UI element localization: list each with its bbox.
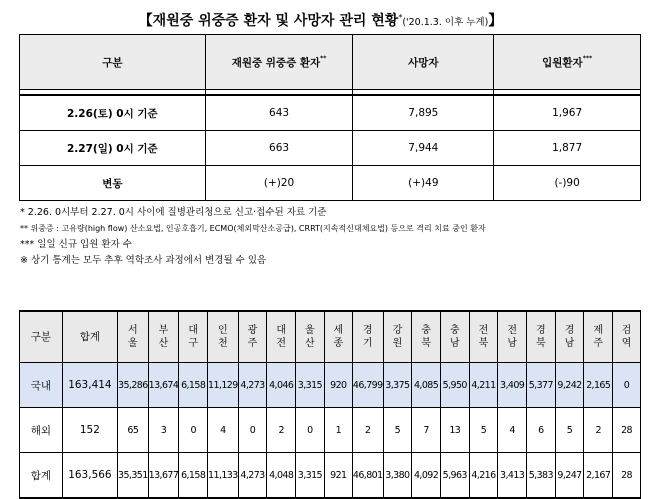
region-header-cell [179,311,208,363]
region-header-cell [238,311,267,363]
region-value-cell: 28 [613,453,641,499]
region-header-label: 구분 [20,311,63,363]
title-main: 【재원중 위중증 환자 및 사망자 관리 현황 [138,13,399,29]
region-value-cell: 35,286 [118,363,149,408]
region-value-cell: 9,242 [555,363,584,408]
region-name-part: 서 [128,325,138,336]
region-name-part: 원 [392,338,403,349]
region-name-part: 경 [362,325,373,336]
region-header-cell [584,311,613,363]
death-count: (+)49 [353,166,494,201]
title-close-bracket: 】 [488,13,503,29]
region-value-cell: 4,085 [412,363,441,408]
summary-table [19,34,641,201]
region-name-part: 전 [276,338,287,349]
death-count: 7,895 [353,95,494,131]
region-name-part: 산 [305,338,315,349]
region-header-cell [412,311,441,363]
region-name-part: 강 [392,325,403,336]
region-value-cell: 4,216 [469,453,498,499]
region-name-part: 남 [564,338,575,349]
region-value-cell: 6 [527,408,556,453]
summary-header-label: 재원중 위중증 환자 [231,56,321,69]
region-value-cell: 5 [383,408,412,453]
page-title [29,6,612,30]
region-value-cell: 28 [613,408,641,453]
region-header-cell [267,311,296,363]
region-name-part: 천 [218,338,228,349]
region-value-cell: 4,092 [412,453,441,499]
region-header-cell [296,311,325,363]
region-name-part: 제 [593,325,604,336]
region-header-cell [613,311,641,363]
region-name-part: 역 [621,338,632,349]
region-value-cell: 35,351 [118,453,149,499]
region-value-cell: 6,158 [179,363,208,408]
region-value-cell: 13,677 [148,453,179,499]
region-value-cell: 4,273 [238,363,267,408]
region-name-part: 대 [188,325,198,336]
region-value-cell: 2 [352,408,383,453]
region-name-part: 전 [478,325,489,336]
region-value-cell: 4,211 [469,363,498,408]
region-name-part: 북 [478,338,489,349]
region-header-cell [440,311,469,363]
region-value-cell: 2,165 [584,363,613,408]
region-row [20,408,641,453]
region-value-cell: 921 [324,453,352,499]
region-value-cell: 2 [584,408,613,453]
region-row-total: 152 [62,408,117,453]
summary-header-cell [205,35,353,90]
region-value-cell: 4,048 [267,453,296,499]
region-value-cell: 46,799 [352,363,383,408]
region-row [20,363,641,408]
region-value-cell: 3,380 [383,453,412,499]
region-value-cell: 4 [208,408,239,453]
region-value-cell: 13,674 [148,363,179,408]
region-value-cell: 5 [555,408,584,453]
title-footnote-mark: * [398,13,403,22]
region-value-cell: 3,375 [383,363,412,408]
region-name-part: 경 [536,325,546,336]
title-subtitle: ('20.1.3. 이후 누계) [402,17,489,28]
region-value-cell: 0 [613,363,641,408]
severe-count: 643 [205,95,353,131]
region-row-total: 163,414 [62,363,117,408]
region-value-cell: 6,158 [179,453,208,499]
region-name-part: 북 [536,338,546,349]
region-row-label: 국내 [20,363,63,408]
region-header-cell [555,311,584,363]
footnote-1: * 2.26. 0시부터 2.27. 0시 사이에 질병관리청으로 신고·접수된 자료 기준 [20,207,327,218]
region-value-cell: 2 [267,408,296,453]
region-name-part: 대 [276,325,287,336]
admitted-count: (-)90 [494,166,641,201]
admitted-count: 1,877 [494,131,641,166]
admitted-count: 1,967 [494,95,641,131]
region-name-part: 북 [421,338,431,349]
summary-row [20,166,641,201]
region-value-cell: 9,247 [555,453,584,499]
region-value-cell: 11,133 [208,453,239,499]
summary-header-label: 사망자 [408,56,439,69]
summary-header-label: 입원환자 [542,56,583,69]
region-name-part: 충 [449,325,460,336]
region-row-total: 163,566 [62,453,117,499]
region-value-cell: 13 [440,408,469,453]
summary-header-footnote-mark: *** [582,54,593,62]
region-header-cell [352,311,383,363]
region-value-cell: 7 [412,408,441,453]
footnotes [20,205,486,269]
region-name-part: 경 [564,325,575,336]
region-value-cell: 11,129 [208,363,239,408]
region-row-label: 해외 [20,408,63,453]
region-header-cell [498,311,527,363]
region-value-cell: 5,383 [527,453,556,499]
region-name-part: 울 [128,338,138,349]
summary-header-label: 구분 [102,56,123,69]
region-value-cell: 2,167 [584,453,613,499]
region-header-cell [324,311,352,363]
region-name-part: 광 [247,325,258,336]
region-value-cell: 0 [238,408,267,453]
region-header-total: 합계 [62,311,117,363]
region-value-cell: 4,046 [267,363,296,408]
region-name-part: 부 [158,325,169,336]
region-name-part: 세 [333,325,344,336]
region-value-cell: 1 [324,408,352,453]
region-name-part: 남 [449,338,460,349]
region-name-part: 울 [305,325,315,336]
death-count: 7,944 [353,131,494,166]
summary-row-label: 2.26(토) 0시 기준 [20,95,206,131]
region-name-part: 주 [593,338,604,349]
region-table [19,310,641,499]
region-header-cell [383,311,412,363]
region-header-cell [208,311,239,363]
region-value-cell: 3,409 [498,363,527,408]
summary-row-label: 2.27(일) 0시 기준 [20,131,206,166]
region-value-cell: 4 [498,408,527,453]
region-value-cell: 0 [296,408,325,453]
region-name-part: 검 [621,325,632,336]
region-name-part: 산 [158,338,169,349]
region-name-part: 종 [333,338,344,349]
summary-row [20,95,641,131]
region-value-cell: 3 [148,408,179,453]
region-header-cell [469,311,498,363]
summary-header-row [20,35,641,90]
region-name-part: 기 [362,338,373,349]
region-value-cell: 46,801 [352,453,383,499]
region-header-cell [118,311,149,363]
severe-count: 663 [205,131,353,166]
region-value-cell: 65 [118,408,149,453]
region-value-cell: 920 [324,363,352,408]
region-header-cell [527,311,556,363]
severe-count: (+)20 [205,166,353,201]
region-row-label: 합계 [20,453,63,499]
region-value-cell: 3,413 [498,453,527,499]
region-value-cell: 3,315 [296,453,325,499]
summary-header-footnote-mark: ** [320,54,327,62]
footnote-3: *** 일일 신규 입원 환자 수 [20,239,132,250]
summary-header-cell [494,35,641,90]
region-name-part: 남 [507,338,517,349]
region-value-cell: 5 [469,408,498,453]
region-value-cell: 5,950 [440,363,469,408]
footnote-4: ※ 상기 통계는 모두 추후 역학조사 과정에서 변경될 수 있음 [20,255,267,266]
summary-row-label: 변동 [20,166,206,201]
region-value-cell: 4,273 [238,453,267,499]
summary-row [20,131,641,166]
region-value-cell: 5,963 [440,453,469,499]
region-name-part: 전 [507,325,517,336]
region-name-part: 인 [218,325,228,336]
region-name-part: 구 [188,338,198,349]
region-value-cell: 5,377 [527,363,556,408]
region-row [20,453,641,499]
region-name-part: 충 [421,325,431,336]
footnote-2: ** 위중증 : 고유량(high flow) 산소요법, 인공호흡기, ECMO(체외막산소공급), CRRT(지속적신대체요법) 등으로 격리 치료 중인 환자 [20,224,486,233]
region-value-cell: 0 [179,408,208,453]
region-name-part: 주 [247,338,258,349]
summary-header-cell [20,35,206,90]
region-header-row [20,311,641,363]
summary-header-cell [353,35,494,90]
region-value-cell: 3,315 [296,363,325,408]
region-header-cell [148,311,179,363]
